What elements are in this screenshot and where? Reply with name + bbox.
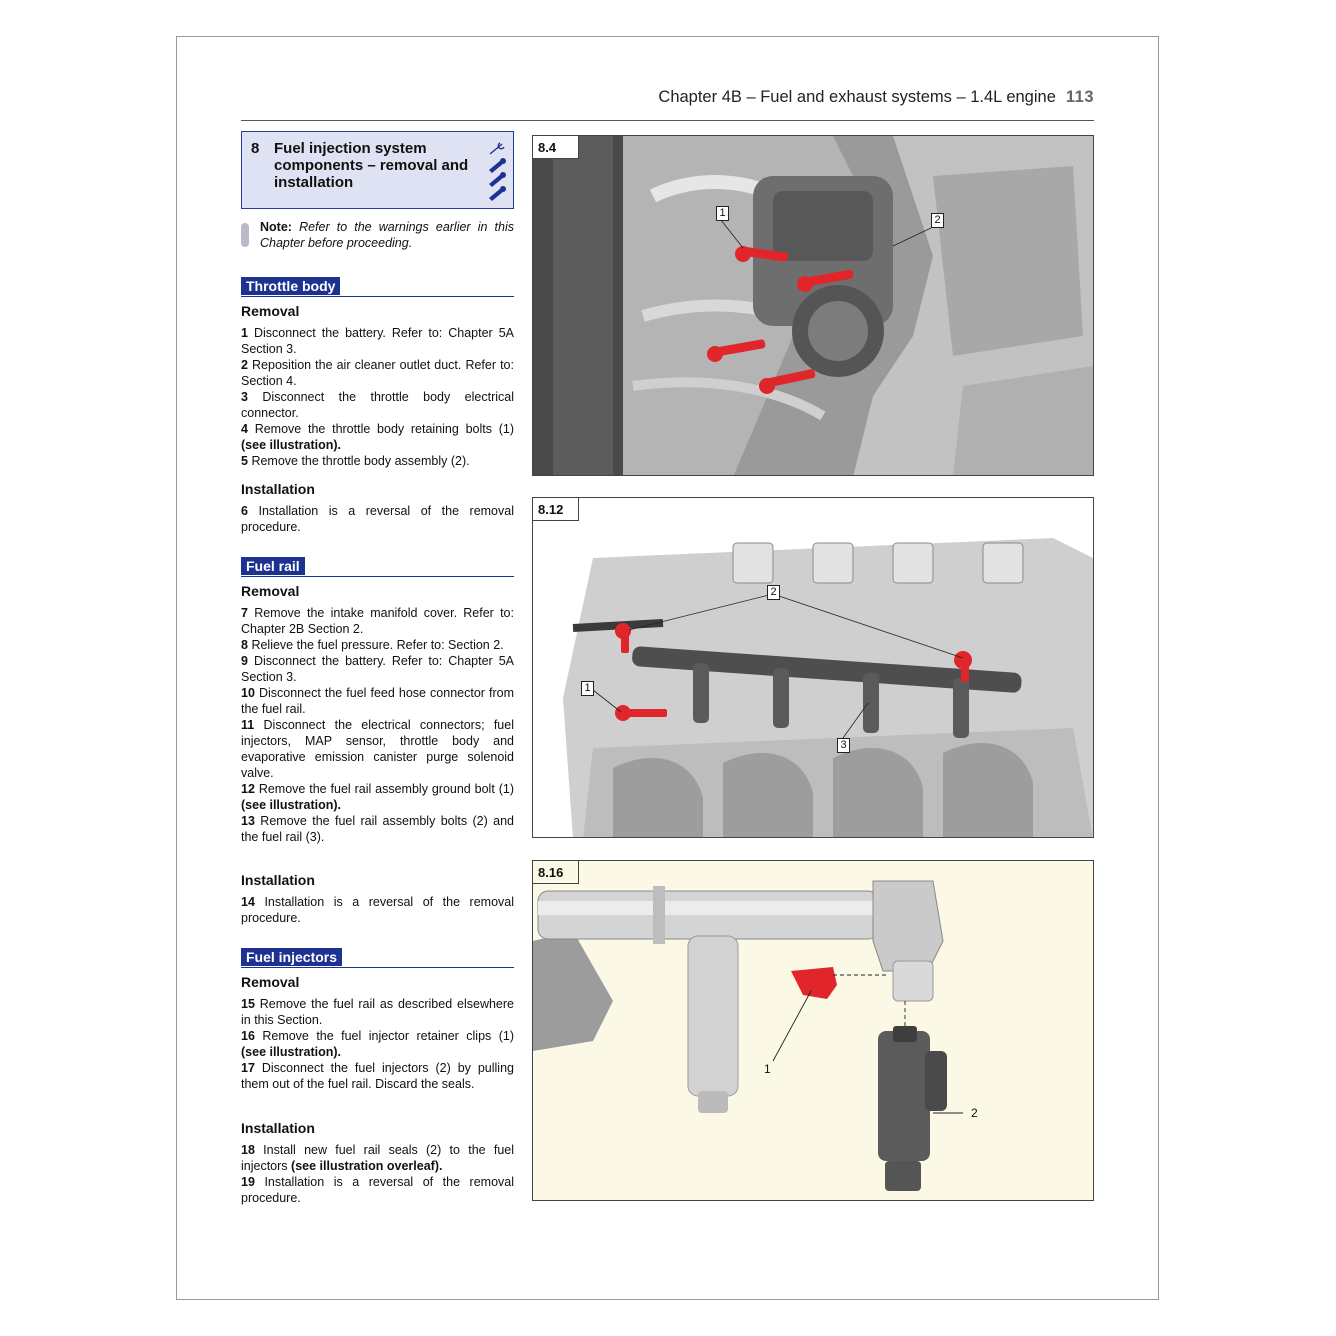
wrench-difficulty-icon (486, 140, 508, 204)
callout-1: 1 (716, 206, 729, 221)
throttle-installation-steps (241, 503, 514, 535)
chapter-title: Chapter 4B – Fuel and exhaust systems – 1.4L engine (658, 88, 1056, 106)
throttle-body-illustration (533, 136, 1094, 476)
note-bar (241, 223, 249, 247)
step-item: 16 Remove the fuel injector retainer clips (1) (see illustration). (241, 1029, 514, 1059)
step-item: 4 Remove the throttle body retaining bolts (1) (see illustration). (241, 422, 514, 452)
fuel-rail-installation-steps (241, 894, 514, 926)
callout-1: 1 (764, 1062, 771, 1076)
throttle-removal-heading: Removal (241, 303, 300, 319)
step-item: 17 Disconnect the fuel injectors (2) by pulling them out of the fuel rail. Discard the seals. (241, 1061, 514, 1091)
running-header (620, 88, 1094, 112)
fuel-rail-illustration (533, 498, 1094, 838)
figure-8-12 (532, 497, 1094, 838)
callout-2: 2 (767, 585, 780, 600)
section-number: 8 (251, 140, 260, 157)
step-item: 19 Installation is a reversal of the removal procedure. (241, 1175, 514, 1205)
subheading-fuel-rail: Fuel rail (241, 557, 514, 577)
figure-8-4 (532, 135, 1094, 476)
fuel-rail-removal-heading: Removal (241, 583, 300, 599)
step-item: 11 Disconnect the electrical connectors; fuel injectors, MAP sensor, throttle body and evaporative emission canister purge solenoid valve. (241, 718, 514, 780)
step-item: 12 Remove the fuel rail assembly ground bolt (1) (see illustration). (241, 782, 514, 812)
injectors-removal-heading: Removal (241, 974, 300, 990)
figure-label: 8.16 (533, 861, 579, 884)
step-item: 18 Install new fuel rail seals (2) to the fuel injectors (see illustration overleaf). (241, 1143, 514, 1173)
section-heading: Fuel injection system components – removal and installation (274, 140, 469, 191)
step-item: 3 Disconnect the throttle body electrical connector. (241, 390, 514, 420)
step-item: 5 Remove the throttle body assembly (2). (241, 454, 470, 468)
subheading-fuel-injectors: Fuel injectors (241, 948, 514, 968)
throttle-installation-heading: Installation (241, 481, 315, 497)
page-number: 113 (1065, 88, 1094, 106)
callout-3: 3 (837, 738, 850, 753)
step-item: 10 Disconnect the fuel feed hose connector from the fuel rail. (241, 686, 514, 716)
injectors-removal-steps (241, 996, 514, 1092)
figure-label: 8.4 (533, 136, 579, 159)
step-item: 8 Relieve the fuel pressure. Refer to: Section 2. (241, 638, 504, 652)
fuel-rail-installation-heading: Installation (241, 872, 315, 888)
step-item: 9 Disconnect the battery. Refer to: Chapter 5A Section 3. (241, 654, 514, 684)
subheading-throttle-body: Throttle body (241, 277, 514, 297)
injectors-installation-heading: Installation (241, 1120, 315, 1136)
section-title-box (241, 131, 514, 209)
step-item: 15 Remove the fuel rail as described elsewhere in this Section. (241, 997, 514, 1027)
figure-label: 8.12 (533, 498, 579, 521)
header-rule (241, 120, 1094, 121)
step-item: 14 Installation is a reversal of the removal procedure. (241, 895, 514, 925)
step-item: 2 Reposition the air cleaner outlet duct. Refer to: Section 4. (241, 358, 514, 388)
note-body: Refer to the warnings earlier in this Chapter before proceeding. (260, 220, 514, 250)
note-label: Note: (260, 220, 292, 234)
callout-1: 1 (581, 681, 594, 696)
callout-2: 2 (971, 1106, 978, 1120)
fuel-rail-removal-steps (241, 605, 514, 845)
note-text (260, 219, 514, 251)
step-item: 6 Installation is a reversal of the removal procedure. (241, 504, 514, 534)
injectors-installation-steps (241, 1142, 514, 1206)
step-item: 1 Disconnect the battery. Refer to: Chapter 5A Section 3. (241, 326, 514, 356)
fuel-injector-illustration (533, 861, 1094, 1201)
throttle-removal-steps (241, 325, 514, 469)
step-item: 13 Remove the fuel rail assembly bolts (2) and the fuel rail (3). (241, 814, 515, 844)
figure-8-16 (532, 860, 1094, 1201)
callout-2: 2 (931, 213, 944, 228)
step-item: 7 Remove the intake manifold cover. Refer to: Chapter 2B Section 2. (241, 606, 514, 636)
